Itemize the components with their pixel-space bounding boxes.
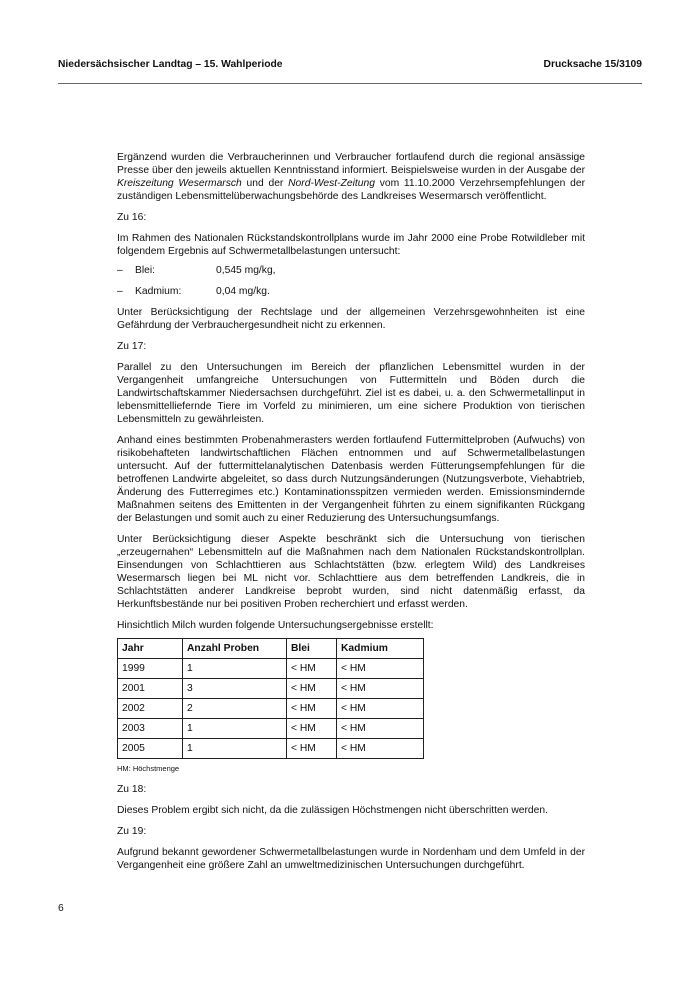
table-cell: < HM	[337, 739, 424, 759]
column-header: Anzahl Proben	[183, 639, 287, 659]
table-cell: < HM	[337, 719, 424, 739]
table-cell: 2005	[118, 739, 183, 759]
table-cell: 1	[183, 739, 287, 759]
column-header: Jahr	[118, 639, 183, 659]
table-row	[118, 739, 424, 759]
section-heading-16: Zu 16:	[117, 212, 147, 223]
column-header: Kadmium	[337, 639, 424, 659]
table-cell: 2003	[118, 719, 183, 739]
table-row	[118, 699, 424, 719]
newspaper-name: Kreiszeitung Wesermarsch	[117, 178, 242, 189]
list-dash: –	[117, 265, 123, 276]
text-run: Ergänzend wurden die Verbraucherinnen und Verbraucher fortlaufend durch die regional ansässige Presse über den jeweils aktuellen Kenntnisstand informiert. Beispielsweise wurden in der Ausgabe der	[117, 152, 585, 176]
document-number: Drucksache 15/3109	[543, 59, 642, 70]
column-header: Blei	[287, 639, 337, 659]
table-cell: 3	[183, 679, 287, 699]
table-footnote: HM: Höchstmenge	[117, 764, 180, 773]
header-divider	[58, 83, 642, 84]
table-cell: < HM	[287, 659, 337, 679]
page-number: 6	[58, 903, 64, 914]
table-cell: 1	[183, 659, 287, 679]
table-cell: < HM	[337, 699, 424, 719]
table-cell: 1999	[118, 659, 183, 679]
table-cell: < HM	[287, 719, 337, 739]
table-row	[118, 679, 424, 699]
paragraph-sample-result: Im Rahmen des Nationalen Rückstandskontrollplans wurde im Jahr 2000 eine Probe Rotwildleber mit folgendem Ergebnis auf Schwermetallbelastungen untersucht:	[117, 233, 585, 257]
table-cell: < HM	[287, 679, 337, 699]
header-title: Niedersächsischer Landtag – 15. Wahlperiode	[58, 59, 283, 70]
table-row	[118, 659, 424, 679]
paragraph-assessment: Unter Berücksichtigung der Rechtslage und der allgemeinen Verzehrsgewohnheiten ist eine Gefährdung der Verbrauchergesundheit nicht zu erkennen.	[117, 307, 585, 331]
paragraph-press-info	[117, 151, 585, 203]
list-label: Blei:	[135, 265, 156, 276]
section-heading-17: Zu 17:	[117, 341, 147, 352]
newspaper-name: Nord-West-Zeitung	[288, 178, 375, 189]
text-run: und der	[241, 178, 289, 189]
list-item	[117, 264, 585, 277]
milk-results-table	[117, 638, 424, 759]
page-header	[58, 59, 642, 70]
section-heading-19: Zu 19:	[117, 826, 147, 837]
paragraph-animal-foods: Unter Berücksichtigung dieser Aspekte beschränkt sich die Untersuchung von tierischen „erzeugernahen“ Lebensmitteln auf die Maßnahmen nach dem Nationalen Rückstandskontrollplan. Einsendungen von Schlachttieren aus Schlachtstätten (bzw. erlegtem Wild) des Landkreises Wesermarsch liegen bei ML nicht vor. Schlachttiere aus dem betreffenden Landkreis, die in Schlachtstätten anderer Landkreise beprobt wurden, sind nicht datenmäßig erfasst, da Herkunftsbestände nur bei positiven Proben recherchiert und erfasst werden.	[117, 534, 585, 610]
list-label: Kadmium:	[135, 286, 182, 297]
table-cell: < HM	[337, 679, 424, 699]
table-cell: 2001	[118, 679, 183, 699]
list-value: 0,04 mg/kg.	[216, 286, 270, 297]
paragraph-environmental-medicine: Aufgrund bekannt gewordener Schwermetallbelastungen wurde in Nordenham und dem Umfeld in der Vergangenheit eine größere Zahl an umweltmedizinischen Untersuchungen durchgeführt.	[117, 847, 585, 871]
table-cell: < HM	[287, 739, 337, 759]
table-cell: 2002	[118, 699, 183, 719]
list-value: 0,545 mg/kg,	[216, 265, 276, 276]
list-dash: –	[117, 286, 123, 297]
section-heading-18: Zu 18:	[117, 784, 147, 795]
paragraph-limits: Dieses Problem ergibt sich nicht, da die zulässigen Höchstmengen nicht überschritten werden.	[117, 805, 548, 816]
table-row	[118, 719, 424, 739]
document-body	[117, 151, 585, 880]
paragraph-sampling-grid: Anhand eines bestimmten Probenahmerasters werden fortlaufend Futtermittelproben (Aufwuchs) von risikobehafteten landwirtschaftlichen Flächen entnommen und auf Schwermetallbelastungen untersucht. Auf der futtermittelanalytischen Datenbasis werden Fütterungsempfehlungen für die betroffenen Landwirte abgeleitet, so dass durch Nutzungsänderungen (Nutzungsverbote, Viehabtrieb, Änderung des Futterregimes etc.) Kontaminationsspitzen vermieden werden. Emissionsmindernde Maßnahmen seitens des Emittenten in der Vergangenheit führten zu einem signifikanten Rückgang der Belastungen und somit auch zu einer Reduzierung des Untersuchungsumfangs.	[117, 435, 585, 524]
paragraph-feed-studies: Parallel zu den Untersuchungen im Bereich der pflanzlichen Lebensmittel wurden in der Vergangenheit umfangreiche Untersuchungen von Futtermitteln und Böden durch die Landwirtschaftskammer Niedersachsen durchgeführt. Ziel ist es dabei, u. a. den Schwermetallinput in lebensmittelliefernde Tiere im Vorfeld zu minimieren, um eine sichere Produktion von tierischen Lebensmitteln zu gewährleisten.	[117, 362, 585, 425]
table-cell: 1	[183, 719, 287, 739]
table-cell: < HM	[337, 659, 424, 679]
table-cell: 2	[183, 699, 287, 719]
list-item	[117, 285, 585, 298]
table-cell: < HM	[287, 699, 337, 719]
paragraph-milk-intro: Hinsichtlich Milch wurden folgende Untersuchungsergebnisse erstellt:	[117, 620, 434, 631]
table-header-row	[118, 639, 424, 659]
text-run: vom 11.10.2000 Verzehrsempfehlungen der zuständigen Lebensmittelüberwachungsbehörde des Landkreises Wesermarsch veröffentlicht.	[117, 178, 585, 202]
